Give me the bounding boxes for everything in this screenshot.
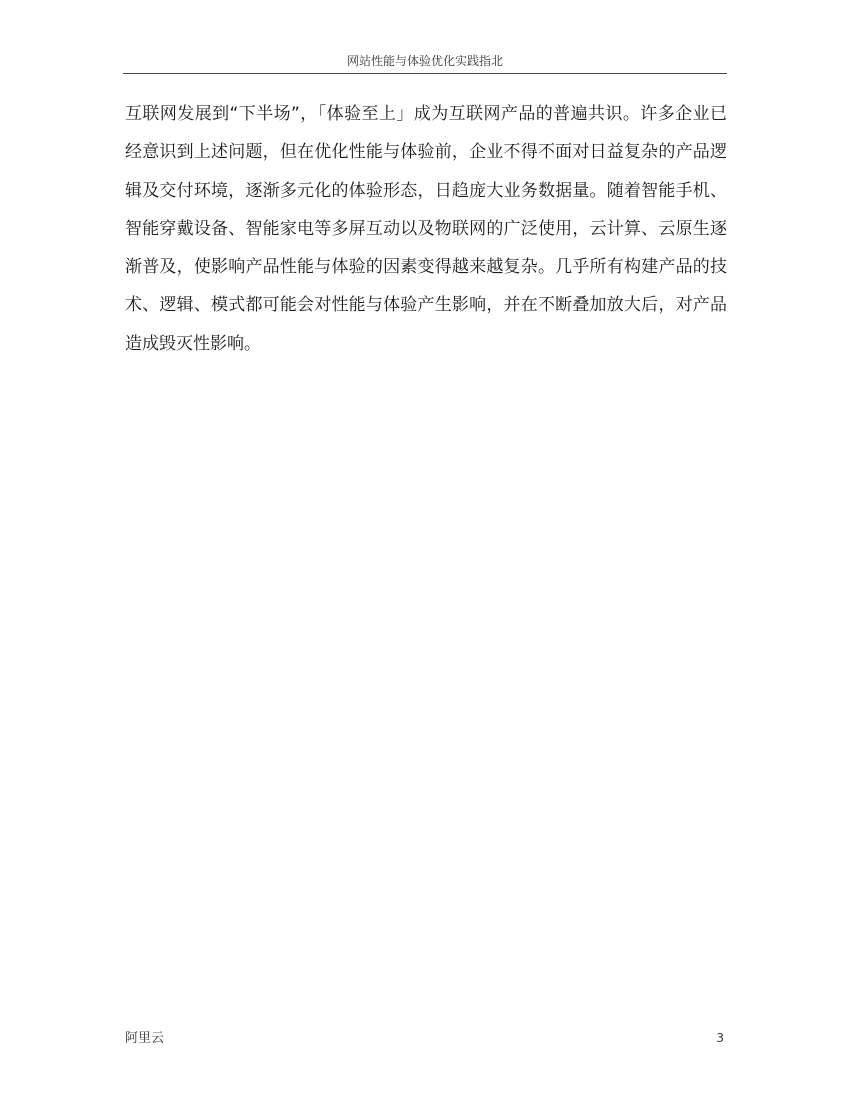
header-divider: [123, 73, 727, 74]
page-number: 3: [716, 1031, 724, 1045]
footer-publisher: 阿里云: [125, 1031, 165, 1046]
body-paragraph: 互联网发展到“下半场”，「体验至上」成为互联网产品的普遍共识。许多企业已经意识到上述问题，但在优化性能与体验前，企业不得不面对日益复杂的产品逻辑及交付环境，逐渐多元化的体验形态，日趋庞大业务数据量。随着智能手机、智能穿戴设备、智能家电等多屏互动以及物联网的广泛使用，云计算、云原生逐渐普及，使影响产品性能与体验的因素变得越来越复杂。几乎所有构建产品的技术、逻辑、模式都可能会对性能与体验产生影响，并在不断叠加放大后，对产品造成毁灭性影响。: [125, 104, 727, 354]
running-header-title: 网站性能与体验优化实践指北: [346, 54, 503, 68]
